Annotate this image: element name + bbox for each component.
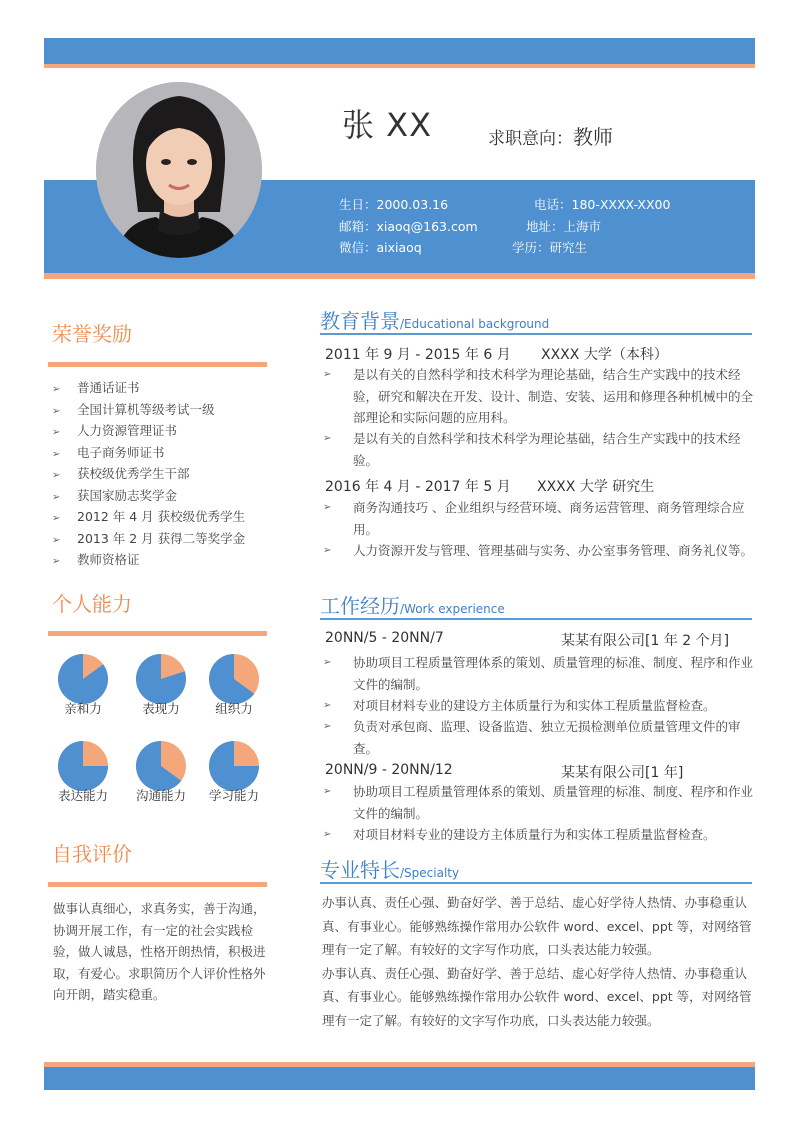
arrow-bullet-icon: ➢ [323,700,332,711]
ability-pie [199,653,269,716]
education-entry-header [325,476,655,496]
entry-date: 2011 年 9 月 - 2015 年 6 月 [325,347,511,363]
bottom-blue-bar [44,1067,755,1090]
ability-label: 组织力 [215,701,253,716]
wechat-info: 微信：aixiaoq [339,240,422,255]
specialty-text [322,891,754,1032]
honors-divider [48,362,267,367]
list-item: ➢ 2012 年 4 月 获校级优秀学生 [52,506,245,528]
list-item: ➢ 获校级优秀学生干部 [52,463,245,485]
ability-pie-chart [208,653,260,705]
ability-pie-chart [57,653,109,705]
ability-pie [126,740,196,803]
arrow-bullet-icon: ➢ [323,721,332,732]
abilities-divider [48,631,267,636]
top-blue-bar [44,38,755,64]
education-info: 学历：研究生 [512,240,588,255]
entry-org: XXXX 大学（本科） [541,347,668,363]
entry-org: XXXX 大学 研究生 [537,479,655,495]
ability-label: 表达能力 [57,788,108,803]
self-eval-text: 做事认真细心，求真务实，善于沟通，协调开展工作，有一定的社会实践检验，做人诚恳，性格开朗热情，积极进取，有爱心。求职简历个人评价性格外向开朗，踏实稳重。 [53,901,266,1002]
specialty-paragraph: 办事认真、责任心强、勤奋好学、善于总结、虚心好学待人热情、办事稳重认真、有事业心。能够熟练操作常用办公软件 word、excel、ppt 等，对网络管理有一定了解。有较好的文字写作功底，口头表达能力较强。 [322,965,752,1028]
arrow-bullet-icon: ➢ [323,657,332,668]
entry-date: 20NN/5 - 20NN/7 [325,630,444,646]
birth-info: 生日：2000.03.16 [339,197,449,212]
list-item: ➢ 全国计算机等级考试一级 [52,399,245,421]
top-orange-line [44,64,755,68]
entry-org: 某某有限公司[1 年] [561,765,684,781]
job-intent-value: 教师 [573,125,613,149]
work-divider [320,618,752,620]
arrow-bullet-icon: ➢ [52,427,61,438]
list-item: ➢ 普通话证书 [52,377,245,399]
arrow-bullet-icon: ➢ [52,405,61,417]
job-intent [488,121,613,150]
arrow-bullet-icon: ➢ [323,433,332,444]
list-item: ➢ 人力资源管理证书 [52,420,245,442]
ability-pie [48,653,118,716]
ability-pie [48,740,118,803]
education-entry-header [325,344,668,364]
honors-list [52,377,245,571]
arrow-bullet-icon: ➢ [52,470,61,481]
list-item: ➢ 商务沟通技巧 、企业组织与经营环境、商务运营管理、商务管理综合应用。 [323,497,753,540]
specialty-title [320,854,459,883]
list-item: ➢ 是以有关的自然科学和技术科学为理论基础，结合生产实践中的技术经验，研究和解决在开发、设计、制造、安装、运用和修理各种机械中的全部理论和实际问题的应用科。 [323,364,753,429]
list-item: ➢ 协助项目工程质量管理体系的策划、质量管理的标准、制度、程序和作业文件的编制。 [323,781,753,824]
list-item: ➢ 2013 年 2 月 获得二等奖学金 [52,528,245,550]
work-title-en: /Work experience [400,602,505,616]
ability-pie-chart [135,740,187,792]
education-title-cn: 教育背景 [320,309,400,333]
phone-info: 电话：180-XXXX-XX00 [534,197,671,212]
entry-date: 2016 年 4 月 - 2017 年 5 月 [325,479,511,495]
entry-date: 20NN/9 - 20NN/12 [325,762,453,778]
entry-org: 某某有限公司[1 年 2 个月] [561,633,730,649]
address-info: 地址：上海市 [526,219,602,234]
list-item: ➢ 教师资格证 [52,549,245,571]
ability-pie-chart [57,740,109,792]
ability-pie-chart [135,653,187,705]
self-eval-divider [48,882,267,887]
list-item: ➢ 是以有关的自然科学和技术科学为理论基础，结合生产实践中的技术经验。 [323,428,753,471]
arrow-bullet-icon: ➢ [52,448,61,460]
arrow-bullet-icon: ➢ [52,513,61,524]
email-info: 邮箱：xiaoq@163.com [339,219,478,234]
work-entry-header [325,630,730,649]
ability-label: 亲和力 [64,701,102,716]
candidate-name: 张 XX [342,106,433,144]
ability-label: 表现力 [142,701,180,716]
arrow-bullet-icon: ➢ [323,369,332,380]
specialty-title-en: /Specialty [400,866,460,880]
arrow-bullet-icon: ➢ [52,491,61,503]
specialty-divider [320,882,752,884]
arrow-bullet-icon: ➢ [323,829,332,840]
list-item: ➢ 协助项目工程质量管理体系的策划、质量管理的标准、制度、程序和作业文件的编制。 [323,652,753,695]
self-eval-title: 自我评价 [52,842,132,866]
list-item: ➢ 电子商务师证书 [52,442,245,464]
arrow-bullet-icon: ➢ [52,384,61,395]
specialty-title-cn: 专业特长 [320,858,400,882]
list-item: ➢ 人力资源开发与管理、管理基础与实务、办公室事务管理、商务礼仪等。 [323,540,753,562]
profile-photo [96,82,262,258]
ability-pie [126,653,196,716]
list-item: ➢ 获国家励志奖学金 [52,485,245,507]
ability-label: 学习能力 [208,788,259,803]
ability-pie [199,740,269,803]
ability-label: 沟通能力 [135,788,186,803]
list-item: ➢ 负责对承包商、监理、设备监造、独立无损检测单位质量管理文件的审查。 [323,716,753,759]
arrow-bullet-icon: ➢ [323,545,332,556]
arrow-bullet-icon: ➢ [323,502,332,513]
specialty-paragraph: 办事认真、责任心强、勤奋好学、善于总结、虚心好学待人热情、办事稳重认真、有事业心。能够熟练操作常用办公软件 word、excel、ppt 等，对网络管理有一定了解。有较好的文字写作功底，口头表达能力较强。 [322,895,752,957]
list-item: ➢ 对项目材料专业的建设方主体质量行为和实体工程质量监督检查。 [323,695,753,717]
work-title [320,590,505,619]
info-orange-line [44,273,755,279]
abilities-title: 个人能力 [52,592,132,616]
education-title [320,305,549,334]
work-title-cn: 工作经历 [320,594,400,618]
work-entry-header [325,762,684,781]
arrow-bullet-icon: ➢ [52,534,61,546]
ability-pie-chart [208,740,260,792]
arrow-bullet-icon: ➢ [52,556,61,567]
education-divider [320,333,752,335]
honors-title: 荣誉奖励 [52,322,132,346]
arrow-bullet-icon: ➢ [323,786,332,797]
job-intent-label: 求职意向： [488,129,573,149]
education-title-en: /Educational background [400,317,550,331]
list-item: ➢ 对项目材料专业的建设方主体质量行为和实体工程质量监督检查。 [323,824,753,846]
